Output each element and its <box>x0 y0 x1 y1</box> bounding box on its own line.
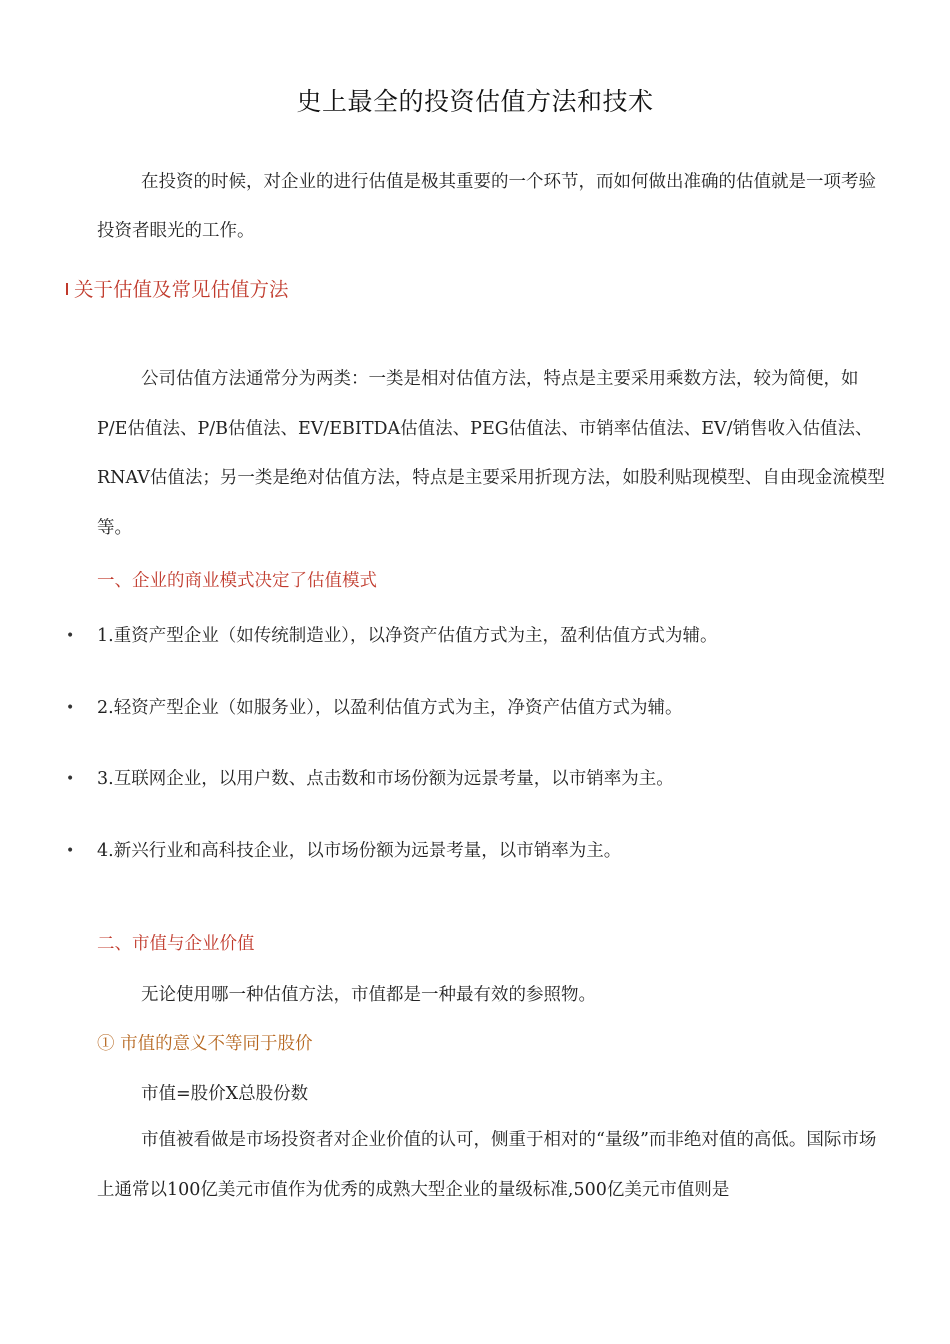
list-item <box>0 622 950 694</box>
list-item-text: 4.新兴行业和高科技企业，以市场份额为远景考量，以市销率为主。 <box>97 840 622 861</box>
list-item <box>0 765 950 837</box>
list-item-text: 3.互联网企业，以用户数、点击数和市场份额为远景考量，以市销率为主。 <box>97 769 674 789</box>
document-title: 史上最全的投资估值方法和技术 <box>296 87 654 116</box>
section-marker-bar <box>66 283 68 295</box>
valuation-methods-paragraph: 公司估值方法通常分为两类：一类是相对估值方法，特点是主要采用乘数方法，较为简便，如P/E估值法、P/B估值法、EV/EBITDA估值法、PEG估值法、市销率估值法、EV/销售收入估值法、RNAV估值法；另一类是绝对估值方法，特点是主要采用折现方法，如股利贴现模型、自由现金流模型等。 <box>97 369 885 538</box>
business-model-list <box>0 622 950 908</box>
list-item <box>0 837 950 909</box>
list-item <box>0 694 950 766</box>
section-heading-text: 关于估值及常见估值方法 <box>74 278 289 301</box>
bullet-dot-icon: • <box>66 842 75 859</box>
point-heading-market-value-meaning: ① 市值的意义不等同于股价 <box>97 1034 313 1054</box>
formula-line: 市值=股价X总股份数 <box>141 1084 309 1104</box>
final-paragraph: 市值被看做是市场投资者对企业价值的认可，侧重于相对的“量级”而非绝对值的高低。国际市场上通常以100亿美元市值作为优秀的成熟大型企业的量级标准,500亿美元市值则是 <box>97 1130 877 1200</box>
list-item-text: 1.重资产型企业（如传统制造业），以净资产估值方式为主，盈利估值方式为辅。 <box>97 626 718 646</box>
section-heading-valuation-methods <box>66 274 289 302</box>
bullet-dot-icon: • <box>66 628 75 644</box>
bullet-dot-icon: • <box>66 699 75 716</box>
subheading-business-model: 一、企业的商业模式决定了估值模式 <box>97 571 377 591</box>
market-value-paragraph: 无论使用哪一种估值方法，市值都是一种最有效的参照物。 <box>141 985 596 1005</box>
list-item-text: 2.轻资产型企业（如服务业），以盈利估值方式为主，净资产估值方式为辅。 <box>97 697 683 718</box>
intro-paragraph: 在投资的时候，对企业的进行估值是极其重要的一个环节，而如何做出准确的估值就是一项考验投资者眼光的工作。 <box>97 172 876 241</box>
subheading-market-value: 二、市值与企业价值 <box>97 934 255 954</box>
bullet-dot-icon: • <box>66 771 75 787</box>
